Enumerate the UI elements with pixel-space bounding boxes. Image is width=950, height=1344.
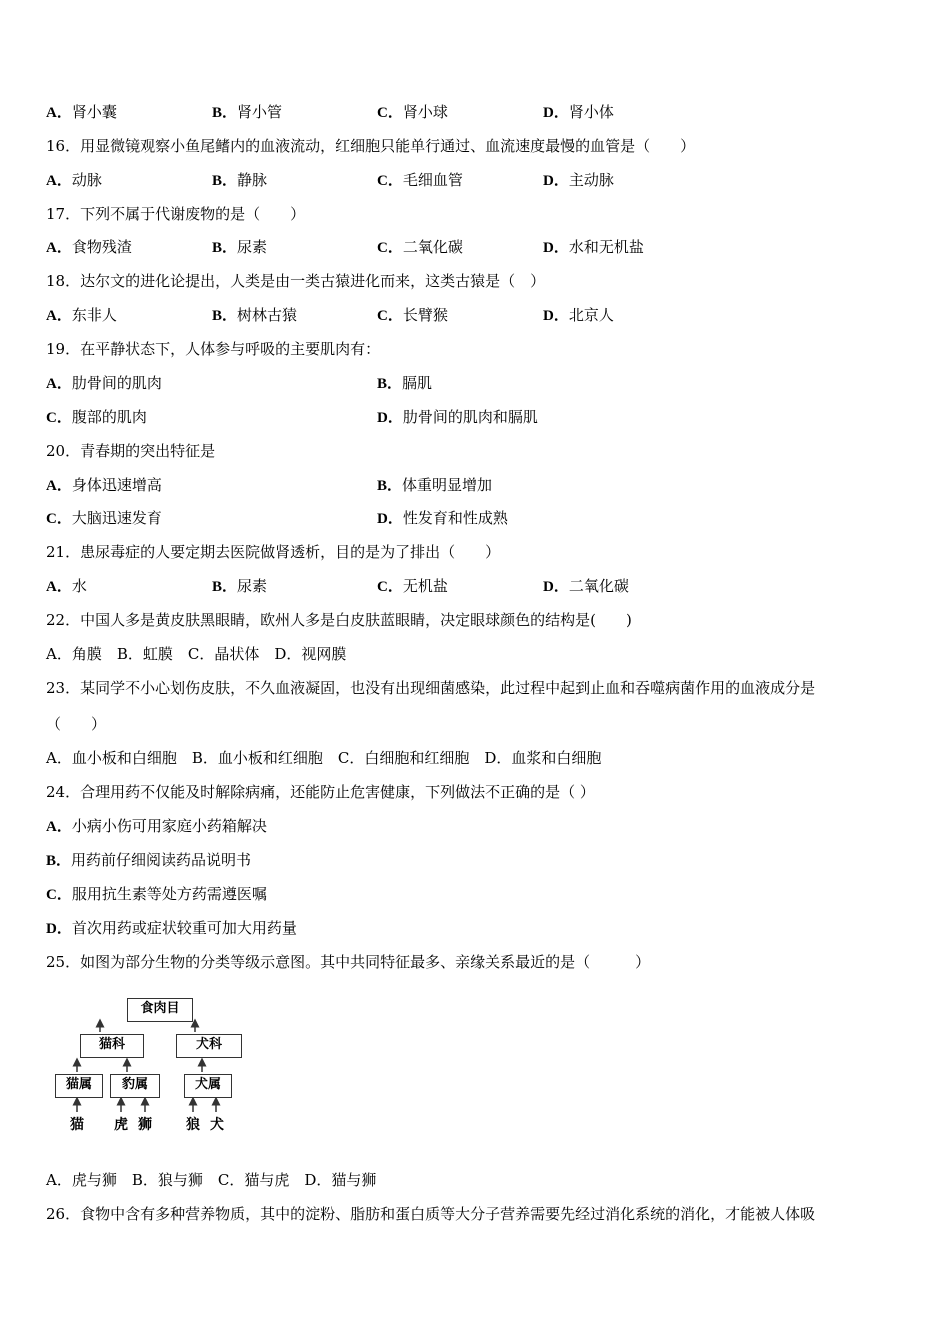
species-dog: 犬 xyxy=(210,1117,224,1133)
q21-option-d: D．二氧化碳 xyxy=(543,577,629,595)
classification-diagram xyxy=(50,992,250,1137)
q23-stem-bracket: （ ） xyxy=(46,715,107,733)
q23-stem: 23．某同学不小心划伤皮肤，不久血液凝固，也没有出现细菌感染，此过程中起到止血和吞噬病菌作用的血液成分是 xyxy=(46,679,816,697)
q20-stem: 20．青春期的突出特征是 xyxy=(46,442,216,460)
q20-option-d: D．性发育和性成熟 xyxy=(377,509,508,527)
q22-stem: 22．中国人多是黄皮肤黑眼睛，欧州人多是白皮肤蓝眼睛，决定眼球颜色的结构是( ) xyxy=(46,611,632,629)
q22-options: A．角膜 B．虹膜 C．晶状体 D．视网膜 xyxy=(46,645,347,663)
q17-option-b: B．尿素 xyxy=(212,238,268,256)
q20-option-c: C．大脑迅速发育 xyxy=(46,509,162,527)
node-family-cat: 猫科 xyxy=(80,1034,144,1058)
q20-option-b: B．体重明显增加 xyxy=(377,476,493,494)
q21-option-c: C．无机盐 xyxy=(377,577,448,595)
node-genus-leopard: 豹属 xyxy=(110,1074,160,1098)
q19-option-c: C．腹部的肌肉 xyxy=(46,408,147,426)
species-wolf: 狼 xyxy=(186,1117,200,1133)
q21-stem: 21．患尿毒症的人要定期去医院做肾透析，目的是为了排出（ ） xyxy=(46,543,501,561)
q21-option-a: A．水 xyxy=(46,577,87,595)
q24-option-a: A．小病小伤可用家庭小药箱解决 xyxy=(46,817,267,835)
q16-option-a: A．动脉 xyxy=(46,171,102,189)
q18-stem: 18．达尔文的进化论提出，人类是由一类古猿进化而来，这类古猿是（ ） xyxy=(46,272,546,290)
q15-option-b: B．肾小管 xyxy=(212,103,283,121)
node-family-dog: 犬科 xyxy=(176,1034,242,1058)
q15-option-d: D．肾小体 xyxy=(543,103,614,121)
q24-option-c: C．服用抗生素等处方药需遵医嘱 xyxy=(46,885,267,903)
q26-stem: 26．食物中含有多种营养物质，其中的淀粉、脂肪和蛋白质等大分子营养需要先经过消化系统的消化，才能被人体吸 xyxy=(46,1205,816,1223)
q15-option-a: A．肾小囊 xyxy=(46,103,117,121)
q19-stem: 19．在平静状态下，人体参与呼吸的主要肌肉有： xyxy=(46,340,381,358)
q16-option-c: C．毛细血管 xyxy=(377,171,463,189)
q16-option-d: D．主动脉 xyxy=(543,171,614,189)
species-cat: 猫 xyxy=(70,1117,84,1133)
node-genus-dog: 犬属 xyxy=(184,1074,232,1098)
q17-option-a: A．食物残渣 xyxy=(46,238,132,256)
q24-stem: 24．合理用药不仅能及时解除病痛，还能防止危害健康，下列做法不正确的是（ ） xyxy=(46,783,595,801)
q20-option-a: A．身体迅速增高 xyxy=(46,476,162,494)
q25-options: A．虎与狮 B．狼与狮 C．猫与虎 D．猫与狮 xyxy=(46,1171,377,1189)
q15-option-c: C．肾小球 xyxy=(377,103,448,121)
q18-option-a: A．东非人 xyxy=(46,306,117,324)
q18-option-c: C．长臂猴 xyxy=(377,306,448,324)
q19-option-d: D．肋骨间的肌肉和膈肌 xyxy=(377,408,538,426)
node-genus-cat: 猫属 xyxy=(55,1074,103,1098)
q24-option-b: B．用药前仔细阅读药品说明书 xyxy=(46,851,252,869)
q23-options: A．血小板和白细胞 B．血小板和红细胞 C．白细胞和红细胞 D．血浆和白细胞 xyxy=(46,749,602,767)
node-order: 食肉目 xyxy=(127,998,193,1022)
q17-stem: 17．下列不属于代谢废物的是（ ） xyxy=(46,205,306,223)
q21-option-b: B．尿素 xyxy=(212,577,268,595)
q24-option-d: D．首次用药或症状较重可加大用药量 xyxy=(46,919,297,937)
q19-option-a: A．肋骨间的肌肉 xyxy=(46,374,162,392)
q16-option-b: B．静脉 xyxy=(212,171,268,189)
q17-option-d: D．水和无机盐 xyxy=(543,238,644,256)
species-lion: 狮 xyxy=(138,1117,152,1133)
q18-option-b: B．树林古猿 xyxy=(212,306,298,324)
q25-stem: 25．如图为部分生物的分类等级示意图。其中共同特征最多、亲缘关系最近的是（ ） xyxy=(46,953,651,971)
q16-stem: 16．用显微镜观察小鱼尾鳍内的血液流动，红细胞只能单行通过、血流速度最慢的血管是（ ） xyxy=(46,137,696,155)
q19-option-b: B．膈肌 xyxy=(377,374,433,392)
q18-option-d: D．北京人 xyxy=(543,306,614,324)
species-tiger: 虎 xyxy=(114,1117,128,1133)
q17-option-c: C．二氧化碳 xyxy=(377,238,463,256)
